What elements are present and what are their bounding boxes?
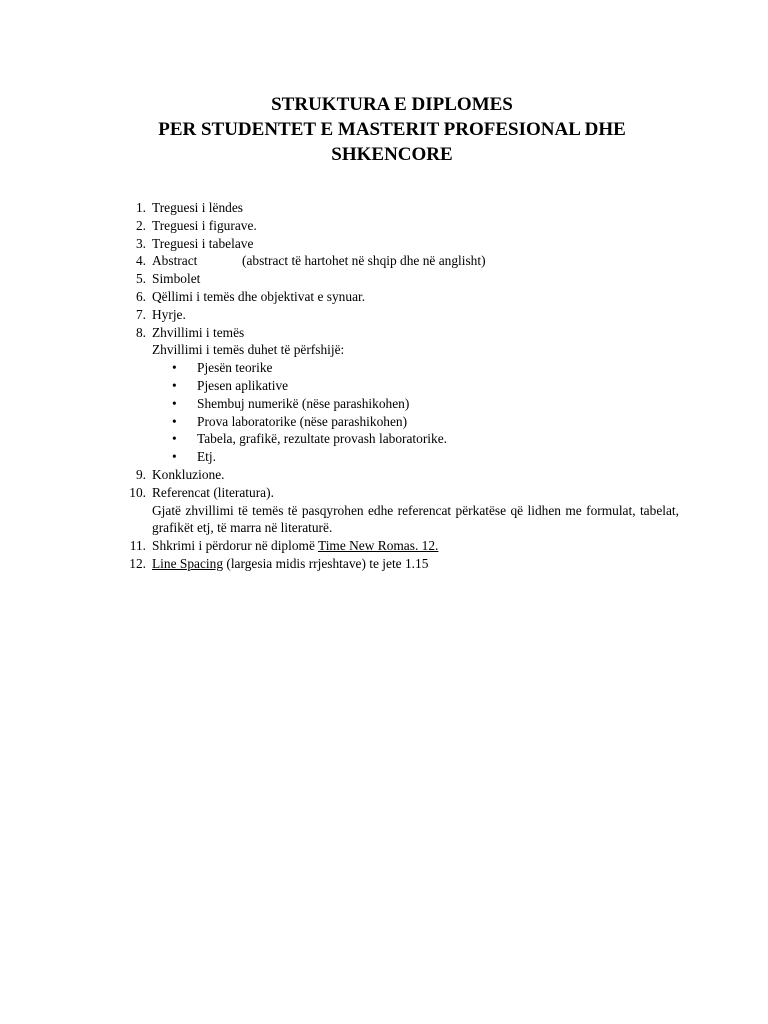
list-text: Simbolet	[152, 271, 201, 287]
bullet-text: Etj.	[197, 449, 216, 465]
list-number: 5.	[135, 271, 146, 287]
list-text: Shkrimi i përdorur në diplomë	[152, 538, 318, 554]
structure-list	[0, 199, 768, 573]
item-8-intro	[0, 341, 768, 359]
bullet-item-5	[0, 430, 768, 448]
list-item-3	[0, 235, 768, 253]
document-title	[100, 92, 684, 167]
list-item-10	[0, 484, 768, 502]
list-item-1	[0, 199, 768, 217]
list-number: 2.	[135, 217, 146, 233]
list-number: 4.	[135, 253, 146, 269]
title-line-1: STRUKTURA E DIPLOMES	[271, 94, 513, 115]
list-item-11	[0, 537, 768, 555]
bullet-text: Shembuj numerikë (nëse parashikohen)	[197, 395, 410, 411]
list-number: 12.	[129, 555, 146, 571]
list-text-group	[152, 537, 438, 555]
list-number: 6.	[135, 288, 146, 304]
list-text: Hyrje.	[152, 306, 186, 322]
list-item-7	[0, 306, 768, 324]
list-text: Referencat (literatura).	[152, 484, 274, 500]
list-number: 3.	[135, 235, 146, 251]
list-number: 9.	[135, 466, 146, 482]
list-number: 10.	[129, 484, 146, 500]
list-text-group	[152, 555, 428, 573]
list-text: Treguesi i lëndes	[152, 200, 244, 215]
bullet-icon: •	[172, 360, 177, 376]
list-item-5	[0, 270, 768, 288]
list-item-2	[0, 217, 768, 235]
intro-text: Zhvillimi i temës duhet të përfshijë:	[152, 342, 345, 358]
list-text: Konkluzione.	[152, 466, 225, 482]
list-item-9	[0, 466, 768, 484]
bullet-icon: •	[172, 449, 177, 465]
bullet-text: Pjesen aplikative	[197, 377, 289, 393]
font-link[interactable]: Time New Romas. 12.	[318, 538, 439, 554]
list-text: (largesia midis rrjeshtave) te jete 1.15	[223, 555, 429, 571]
list-text: Qëllimi i temës dhe objektivat e synuar.	[152, 288, 366, 304]
bullet-text: Tabela, grafikë, rezultate provash laboratorike.	[197, 431, 448, 447]
list-number: 11.	[129, 538, 146, 554]
title-line-3: SHKENCORE	[331, 144, 453, 165]
list-number: 8.	[135, 324, 146, 340]
bullet-text: Prova laboratorike (nëse parashikohen)	[197, 413, 408, 429]
bullet-text: Pjesën teorike	[197, 360, 273, 376]
list-number: 1.	[135, 200, 146, 215]
bullet-item-4	[0, 413, 768, 431]
list-text: Abstract	[152, 253, 198, 269]
bullet-icon: •	[172, 413, 177, 429]
item-10-paragraph: Gjatë zhvillimi të temës të pasqyrohen edhe referencat përkatëse që lidhen me formulat, tabelat, grafikët etj, të marra në literaturë.	[152, 502, 679, 536]
abstract-note: (abstract të hartohet në shqip dhe në anglisht)	[242, 253, 486, 269]
list-item-4	[0, 252, 768, 270]
bullet-item-2	[0, 377, 768, 395]
list-item-12	[0, 555, 768, 573]
bullet-icon: •	[172, 377, 177, 393]
bullet-item-3	[0, 395, 768, 413]
list-text: Treguesi i figurave.	[152, 217, 257, 233]
list-item-8	[0, 324, 768, 342]
list-number: 7.	[135, 306, 146, 322]
bullet-icon: •	[172, 395, 177, 411]
bullet-icon: •	[172, 431, 177, 447]
bullet-item-1	[0, 359, 768, 377]
line-spacing-link[interactable]: Line Spacing	[152, 555, 224, 571]
title-line-2: PER STUDENTET E MASTERIT PROFESIONAL DHE	[158, 119, 626, 140]
list-text: Treguesi i tabelave	[152, 235, 254, 251]
bullet-item-6	[0, 448, 768, 466]
list-item-6	[0, 288, 768, 306]
list-text: Zhvillimi i temës	[152, 324, 245, 340]
